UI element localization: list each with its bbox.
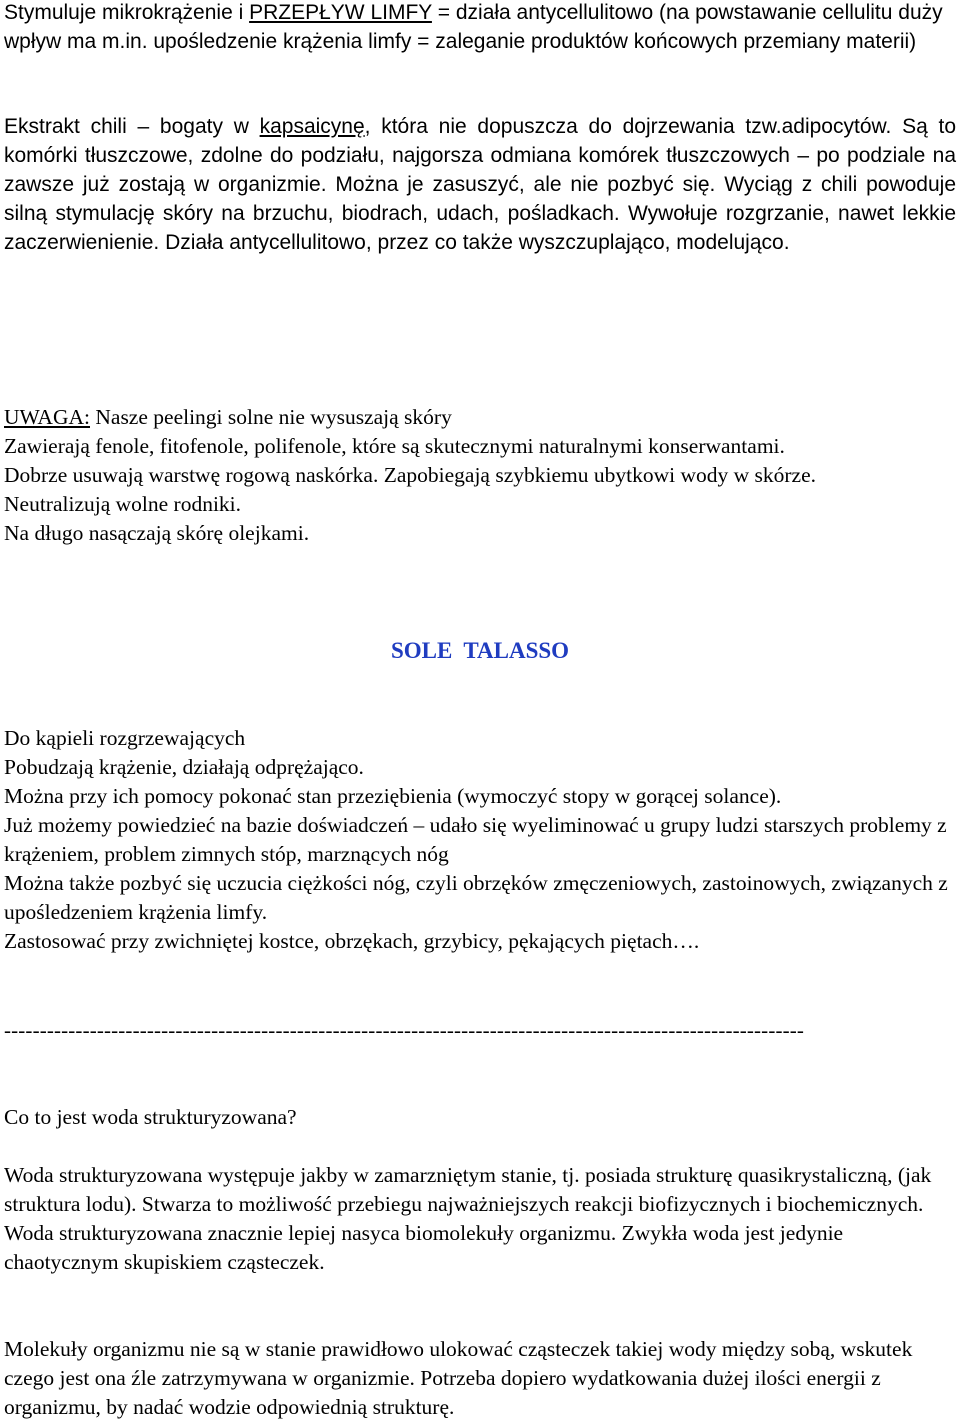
- sole-talasso-block: [4, 724, 956, 956]
- uwaga-first-line: Nasze peelingi solne nie wysuszają skóry: [90, 405, 452, 429]
- sole-line: Zastosować przy zwichniętej kostce, obrzękach, grzybicy, pękających piętach….: [4, 929, 700, 953]
- sole-line: Do kąpieli rozgrzewających: [4, 726, 246, 750]
- woda-question: Co to jest woda strukturyzowana?: [4, 1105, 297, 1129]
- uwaga-line: Zawierają fenole, fitofenole, polifenole, które są skutecznymi naturalnymi konserwantami.: [4, 434, 785, 458]
- uwaga-line: Dobrze usuwają warstwę rogową naskórka. Zapobiegają szybkiemu ubytkowi wody w skórze.: [4, 463, 816, 487]
- woda-paragraph-1: Woda strukturyzowana występuje jakby w zamarzniętym stanie, tj. posiada strukturę quasikrystaliczną, (jak struktura lodu). Stwarza to możliwość przebiegu najważniejszych reakcji biofizycznych i biochemicznych. Woda strukturyzowana znacznie lepiej nasyca biomolekuły organizmu. Zwykła woda jest jedynie chaotycznym skupiskiem cząsteczek.: [4, 1163, 932, 1274]
- chili-text-post: , która nie dopuszcza do dojrzewania tzw.adipocytów. Są to komórki tłuszczowe, zdolne do podziału, najgorsza odmiana komórek tłuszczowych – po podziale na zawsze już zostają w organizmie. Można je zasuszyć, ale nie pozbyć się. Wyciąg z chili powoduje silną stymulację skóry na brzuchu, biodrach, udach, pośladkach. Wywołuje rozgrzanie, nawet lekkie zaczerwienienie. Działa antycellulitowo, przez co także wyszczuplająco, modelująco.: [4, 115, 957, 254]
- sole-line: Można przy ich pomocy pokonać stan przeziębienia (wymoczyć stopy w gorącej solance).: [4, 784, 782, 808]
- sole-talasso-heading: SOLE TALASSO: [390, 638, 570, 663]
- sole-line: Można także pozbyć się uczucia ciężkości nóg, czyli obrzęków zmęczeniowych, zastoinowych, związanych z upośledzeniem krążenia limfy.: [4, 871, 948, 924]
- limfa-text-post: = działa antycellulitowo (na powstawanie cellulitu duży wpływ ma m.in. upośledzenie krążenia limfy = zaleganie produktów końcowych przemiany materii): [4, 1, 943, 53]
- paragraph-chili: [4, 112, 956, 257]
- paragraph-limfa: [4, 0, 956, 56]
- limfa-link[interactable]: PRZEPŁYW LIMFY: [249, 1, 432, 24]
- dashed-divider: ----------------------------------------------------------------------------------------------------------------: [4, 1018, 805, 1042]
- limfa-text-pre: Stymuluje mikrokrążenie i: [4, 1, 250, 24]
- uwaga-block: [4, 403, 956, 548]
- uwaga-line: Neutralizują wolne rodniki.: [4, 492, 242, 516]
- sole-line: Już możemy powiedzieć na bazie doświadczeń – udało się wyeliminować u grupy ludzi starszych problemy z krążeniem, problem zimnych stóp, marznących nóg: [4, 813, 947, 866]
- chili-text-pre: Ekstrakt chili – bogaty w: [4, 115, 260, 138]
- uwaga-label: UWAGA:: [4, 405, 90, 429]
- kapsaicyna-link[interactable]: kapsaicynę: [259, 115, 365, 138]
- uwaga-line: Na długo nasączają skórę olejkami.: [4, 521, 310, 545]
- sole-line: Pobudzają krążenie, działają odprężająco.: [4, 755, 364, 779]
- woda-paragraph-2: Molekuły organizmu nie są w stanie prawidłowo ulokować cząsteczek takiej wody między sobą, wskutek czego jest ona źle zatrzymywana w organizmie. Potrzeba dopiero wydatkowania dużej ilości energii z organizmu, by nadać wodzie odpowiednią strukturę.: [4, 1337, 913, 1419]
